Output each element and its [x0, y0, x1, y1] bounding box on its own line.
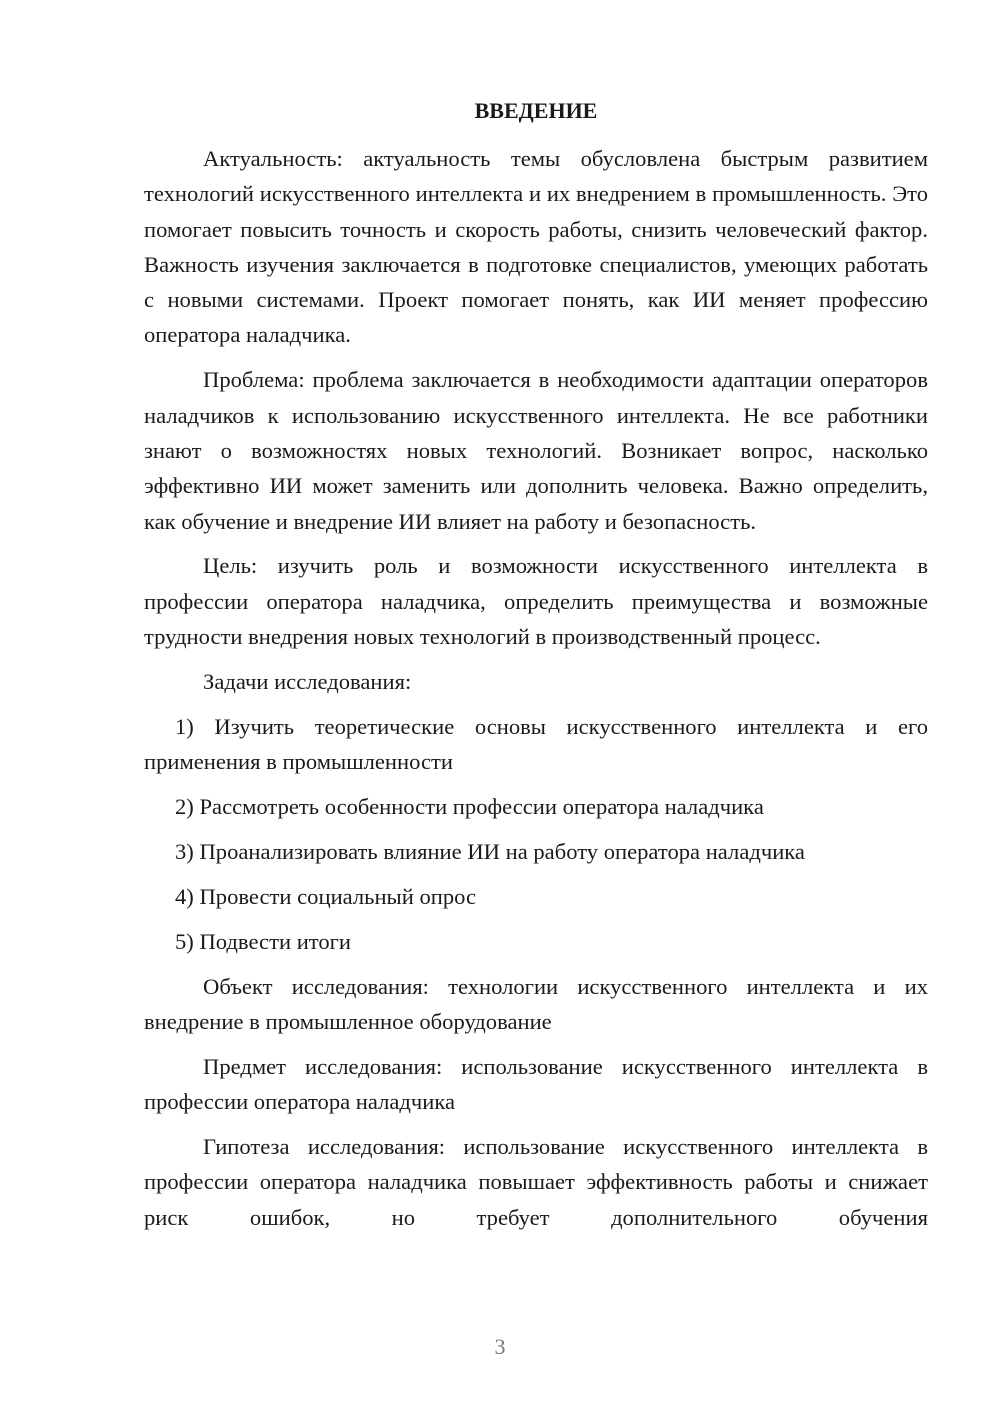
section-title: ВВЕДЕНИЕ: [474, 98, 598, 123]
paragraph-goal: Цель: изучить роль и возможности искусственного интеллекта в профессии оператора наладчика, определить преимущества и возможные трудности внедрения новых технологий в производственный процесс.: [144, 553, 928, 650]
paragraph-object: Объект исследования: технологии искусственного интеллекта и их внедрение в промышленное оборудование: [144, 973, 928, 1034]
section-body: [144, 141, 928, 1235]
task-item-5: 5) Подвести итоги: [175, 928, 352, 954]
task-item-1: 1) Изучить теоретические основы искусственного интеллекта и его применения в промышленности: [144, 713, 928, 775]
paragraph-subject: Предмет исследования: использование искусственного интеллекта в профессии оператора наладчика: [144, 1053, 928, 1115]
paragraph-relevance: Актуальность: актуальность темы обусловлена быстрым развитием технологий искусственного интеллекта и их внедрением в промышленность. Это помогает повысить точность и скорость работы, снизить человеческий фактор. Важность изучения заключается в подготовке специалистов, умеющих работать с новыми системами. Проект помогает понять, как ИИ меняет профессию оператора наладчика.: [144, 146, 928, 348]
page-number: 3: [494, 1334, 506, 1359]
paragraph-hypothesis: Гипотеза исследования: использование искусственного интеллекта в профессии оператора наладчика повышает эффективность работы и снижает риск ошибок, но требует дополнительного обучения: [144, 1133, 928, 1230]
task-item-2: 2) Рассмотреть особенности профессии оператора наладчика: [175, 794, 764, 820]
task-item-4: 4) Провести социальный опрос: [175, 883, 477, 909]
paragraph-problem: Проблема: проблема заключается в необходимости адаптации операторов наладчиков к использованию искусственного интеллекта. Не все работники знают о возможностях новых технологий. Возникает вопрос, насколько эффективно ИИ может заменить или дополнить человека. Важно определить, как обучение и внедрение ИИ влияет на работу и безопасность.: [144, 367, 928, 534]
task-item-3: 3) Проанализировать влияние ИИ на работу оператора наладчика: [175, 838, 805, 864]
tasks-heading: Задачи исследования:: [203, 668, 412, 694]
